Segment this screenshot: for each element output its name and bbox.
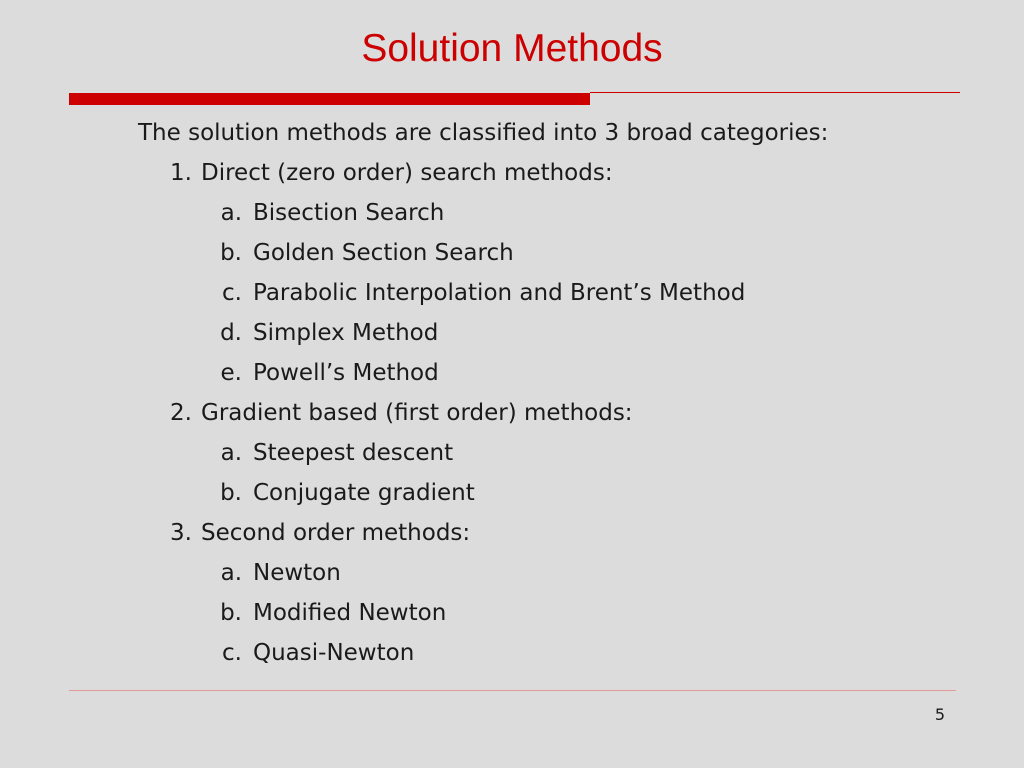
list-item-label: Modified Newton (253, 600, 447, 626)
list-marker: b. (220, 600, 242, 626)
list-item-label: Quasi-Newton (253, 640, 415, 666)
list-marker: d. (220, 320, 242, 346)
list-item-label: Bisection Search (253, 200, 445, 226)
list-marker: 1. (170, 160, 192, 186)
list-item-label: Newton (253, 560, 341, 586)
list-item-label: Simplex Method (253, 320, 439, 346)
list-item-label: Second order methods: (201, 520, 471, 546)
list-marker: e. (220, 360, 242, 386)
footer-divider (69, 690, 956, 691)
intro-text: The solution methods are classified into 3 broad categories: (138, 120, 829, 146)
list-marker: 3. (170, 520, 192, 546)
list-marker: c. (222, 280, 242, 306)
list-marker: 2. (170, 400, 192, 426)
list-item-label: Powell’s Method (253, 360, 439, 386)
list-item-label: Golden Section Search (253, 240, 514, 266)
list-marker: a. (220, 560, 242, 586)
list-marker: a. (220, 200, 242, 226)
list-marker: a. (220, 440, 242, 466)
list-item-label: Gradient based (first order) methods: (201, 400, 633, 426)
list-item-label: Conjugate gradient (253, 480, 475, 506)
page-number: 5 (934, 705, 945, 724)
list-marker: b. (220, 480, 242, 506)
list-marker: c. (222, 640, 242, 666)
list-item-label: Parabolic Interpolation and Brent’s Method (253, 280, 746, 306)
list-item-label: Direct (zero order) search methods: (201, 160, 613, 186)
list-marker: b. (220, 240, 242, 266)
slide-title: Solution Methods (361, 27, 663, 70)
list-item-label: Steepest descent (253, 440, 454, 466)
